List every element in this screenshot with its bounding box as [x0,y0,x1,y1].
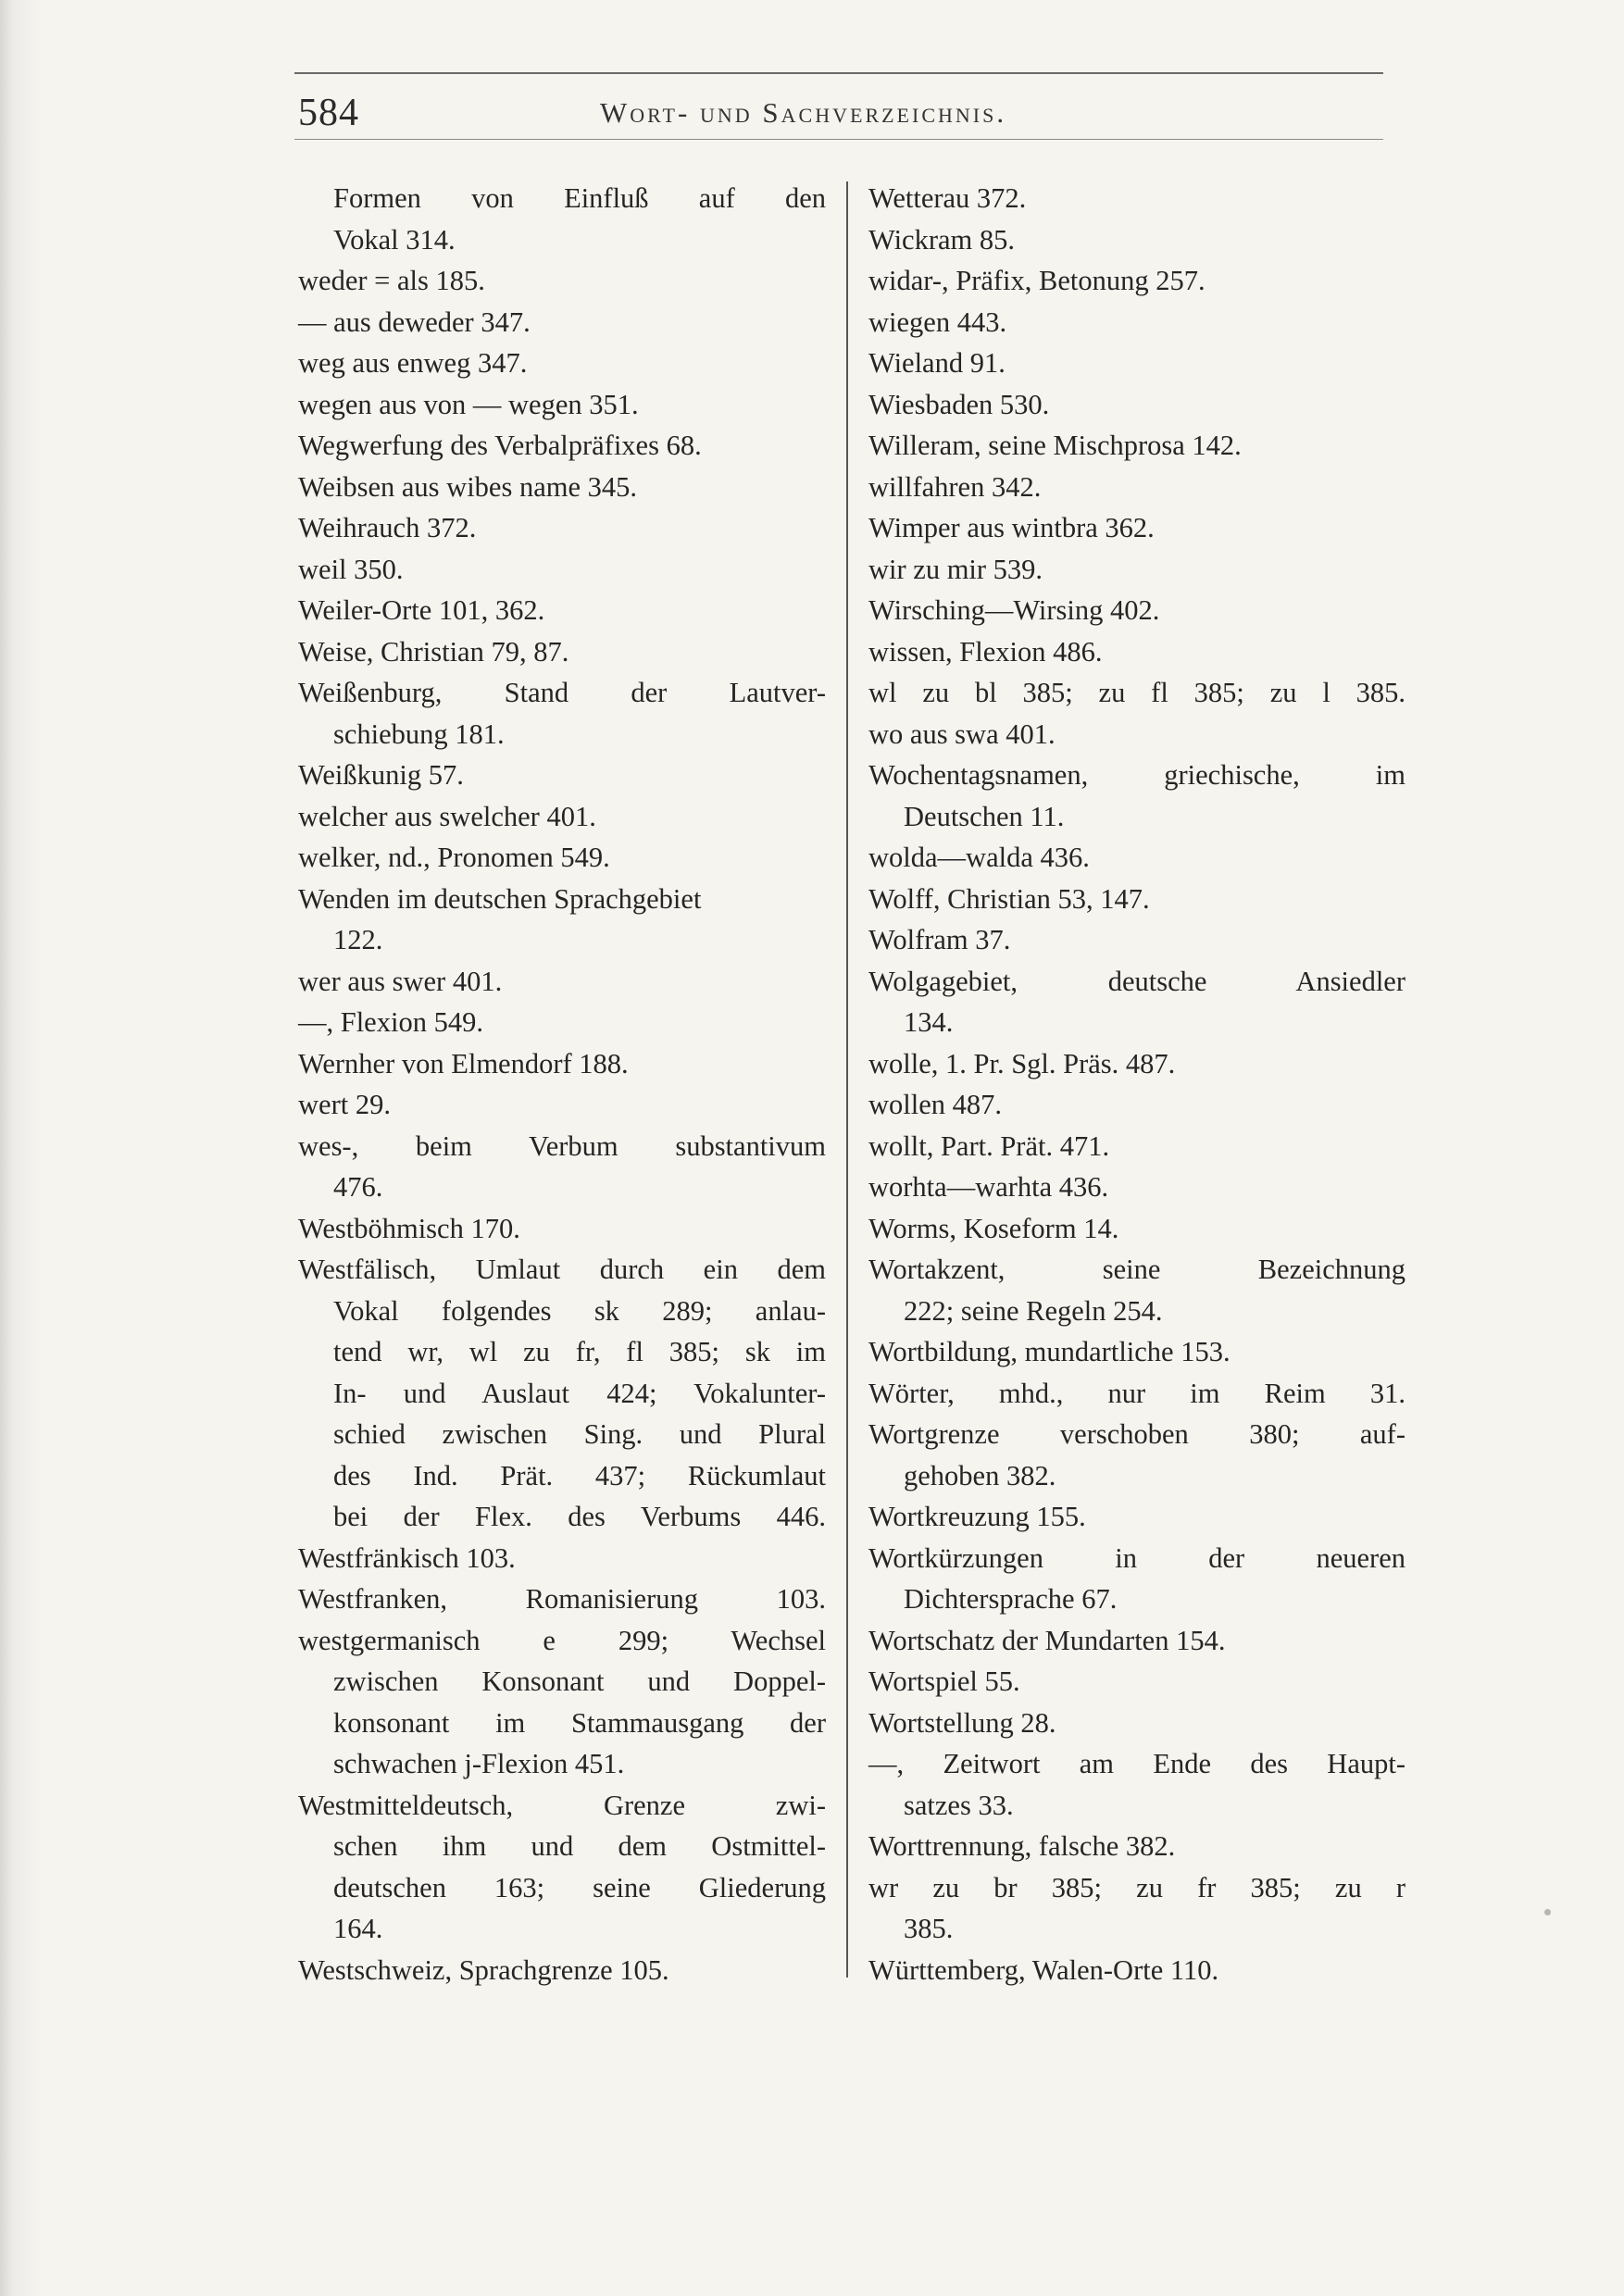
margin-speck [1544,1909,1551,1915]
index-entry-line: welcher aus swelcher 401. [298,800,596,832]
index-entry-line: wolda—walda 436. [868,842,1090,873]
index-entry-line: wl zu bl 385; zu fl 385; zu l 385. [868,677,1405,708]
page-binding-edge [0,0,41,2296]
index-entry-line: Wegwerfung des Verbalpräfixes 68. [298,430,702,461]
index-entry-line: Worttrennung, falsche 382. [868,1830,1176,1862]
index-entry-line: Willeram, seine Mischprosa 142. [868,430,1242,461]
index-entry-line: wert 29. [298,1089,391,1120]
index-entry-line: Wortschatz der Mundarten 154. [868,1624,1226,1656]
index-entry-line: Weißenburg, Stand der Lautver- [298,677,826,708]
index-entry-line: Formen von Einfluß auf den [333,182,826,214]
index-entry-line: wo aus swa 401. [868,718,1056,750]
index-entry-line: gehoben 382. [904,1459,1056,1491]
index-entry-line: Wortbildung, mundartliche 153. [868,1336,1230,1367]
index-entry-line: satzes 33. [904,1789,1014,1821]
index-entry-line: Vokal folgendes sk 289; anlau- [333,1294,826,1327]
index-entry-line: wollen 487. [868,1089,1003,1120]
index-entry-line: Westfränkisch 103. [298,1541,516,1574]
index-entry-line: wegen aus von — wegen 351. [298,388,639,420]
header-top-rule [294,72,1383,74]
index-entry-line: Wieland 91. [868,347,1006,379]
index-entry-line: schiebung 181. [333,718,505,750]
index-entry-line: wr zu br 385; zu fr 385; zu r [868,1871,1405,1903]
index-entry-line: 134. [904,1006,954,1038]
index-entry-line: 122. [333,924,383,955]
index-entry-line: wiegen 443. [868,306,1007,338]
index-entry-line: Wortkreuzung 155. [868,1501,1086,1532]
index-entry-line: weg aus enweg 347. [298,347,528,379]
index-entry-line: 222; seine Regeln 254. [904,1294,1163,1327]
index-entry-line: welker, nd., Pronomen 549. [298,842,610,873]
index-entry-line: weil 350. [298,553,404,585]
index-entry-line: wollt, Part. Prät. 471. [868,1129,1110,1162]
index-entry-line: schied zwischen Sing. und Plural [333,1418,826,1450]
header-bottom-rule [294,139,1383,140]
index-entry-line: Weise, Christian 79, 87. [298,635,569,668]
index-entry-line: des Ind. Prät. 437; Rückumlaut [333,1459,826,1491]
index-entry-line: Westböhmisch 170. [298,1212,520,1244]
index-entry-line: willfahren 342. [868,470,1042,503]
index-entry-line: Wiesbaden 530. [868,388,1050,420]
index-entry-line: weder = als 185. [298,265,485,296]
index-column-right [868,178,1405,1990]
index-entry-line: 476. [333,1171,383,1203]
index-entry-line: Wörter, mhd., nur im Reim 31. [868,1377,1405,1409]
index-entry-line: Westfranken, Romanisierung 103. [298,1583,826,1615]
column-divider [846,181,848,1978]
index-entry-line: —, Zeitwort am Ende des Haupt- [868,1748,1405,1779]
index-entry-line: Wolff, Christian 53, 147. [868,882,1150,915]
index-entry-line: Wolgagebiet, deutsche Ansiedler [868,965,1405,997]
index-entry-line: zwischen Konsonant und Doppel- [333,1666,826,1697]
index-entry-line: Worms, Koseform 14. [868,1212,1119,1244]
index-entry-line: Wenden im deutschen Sprachgebiet [298,882,702,915]
index-entry-line: wes-, beim Verbum substantivum [298,1129,826,1162]
index-entry-line: worhta—warhta 436. [868,1171,1109,1203]
index-entry-line: schen ihm und dem Ostmittel- [333,1830,826,1862]
index-entry-line: Wolfram 37. [868,924,1011,955]
index-entry-line: deutschen 163; seine Gliederung [333,1871,826,1903]
index-column-left [298,178,826,1990]
index-entry-line: Westschweiz, Sprachgrenze 105. [298,1953,669,1986]
index-entry-line: Wimper aus wintbra 362. [868,512,1155,543]
running-header-title: Wort- und Sachverzeichnis. [600,96,1007,129]
index-entry-line: Westmitteldeutsch, Grenze zwi- [298,1789,826,1821]
index-entry-line: In- und Auslaut 424; Vokalunter- [333,1377,826,1409]
index-entry-line: bei der Flex. des Verbums 446. [333,1501,826,1532]
index-entry-line: schwachen j-Flexion 451. [333,1748,625,1779]
index-entry-line: wolle, 1. Pr. Sgl. Präs. 487. [868,1047,1176,1079]
index-entry-line: Deutschen 11. [904,800,1065,832]
index-entry-line: —, Flexion 549. [298,1006,483,1038]
index-entry-line: Weibsen aus wibes name 345. [298,470,637,503]
index-entry-line: Weihrauch 372. [298,512,477,543]
index-entry-line: Wochentagsnamen, griechische, im [868,759,1405,791]
index-entry-line: Weiler-Orte 101, 362. [298,594,545,626]
index-entry-line: Westfälisch, Umlaut durch ein dem [298,1254,826,1285]
page-number: 584 [298,92,359,134]
index-entry-line: Wernher von Elmendorf 188. [298,1047,629,1079]
index-entry-line: westgermanisch e 299; Wechsel [298,1624,826,1656]
index-entry-line: Württemberg, Walen-Orte 110. [868,1953,1219,1986]
index-entry-line: Wortstellung 28. [868,1706,1056,1739]
index-entry-line: Wortspiel 55. [868,1666,1020,1697]
index-entry-line: — aus deweder 347. [298,306,531,338]
index-entry-line: Wetterau 372. [868,182,1027,214]
index-entry-line: wissen, Flexion 486. [868,635,1103,668]
index-entry-line: 385. [904,1913,954,1944]
index-entry-line: wir zu mir 539. [868,553,1043,585]
index-entry-line: tend wr, wl zu fr, fl 385; sk im [333,1336,826,1367]
index-entry-line: Dichtersprache 67. [904,1583,1118,1615]
index-entry-line: Wortgrenze verschoben 380; auf- [868,1418,1405,1450]
index-entry-line: konsonant im Stammausgang der [333,1706,826,1739]
index-entry-line: Weißkunig 57. [298,759,464,791]
index-entry-line: Vokal 314. [333,223,456,256]
index-entry-line: Wirsching—Wirsing 402. [868,594,1160,626]
index-entry-line: 164. [333,1913,383,1944]
index-entry-line: Wortakzent, seine Bezeichnung [868,1254,1405,1285]
index-entry-line: wer aus swer 401. [298,965,503,997]
index-entry-line: Wickram 85. [868,223,1015,256]
index-entry-line: widar-, Präfix, Betonung 257. [868,265,1206,296]
index-entry-line: Wortkürzungen in der neueren [868,1541,1405,1574]
